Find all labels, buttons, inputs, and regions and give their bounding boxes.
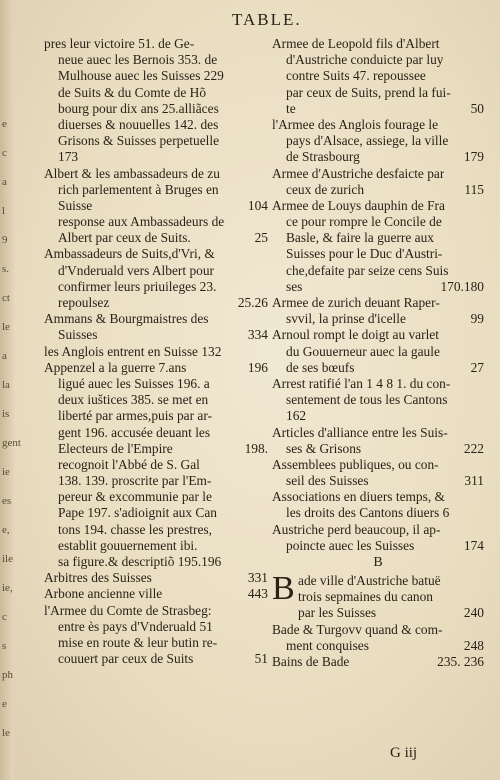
bleed-fragment: a (2, 176, 7, 188)
index-line-text: liberté par armes,puis par ar- (58, 408, 213, 424)
index-line (272, 654, 484, 670)
bleed-fragment: ph (2, 669, 13, 681)
index-line (272, 246, 484, 262)
index-line (272, 522, 484, 538)
index-line (44, 522, 268, 538)
index-line-text: rich parlementent à Bruges en (58, 181, 219, 197)
index-line-text: Articles d'alliance entre les Suis- (272, 424, 448, 440)
bleed-fragment: c (2, 147, 7, 159)
index-line-text: ment conquises (286, 637, 369, 653)
index-line-text: Armee de Louys dauphin de Fra (272, 197, 445, 213)
index-line (272, 85, 484, 101)
index-line-text: Suisse (58, 197, 93, 213)
index-line-text: Arbone ancienne ville (44, 586, 163, 602)
index-line-text: ligué auec les Suisses 196. a (58, 375, 210, 391)
index-line (272, 230, 484, 246)
index-line-text: svvil, la prinse d'icelle (286, 311, 406, 327)
index-line (44, 344, 268, 360)
index-entry (272, 295, 484, 327)
bleed-fragment: la (2, 379, 10, 391)
index-entry (44, 36, 268, 166)
index-line-text: Assemblees publiques, ou con- (272, 456, 439, 472)
index-line (272, 425, 484, 441)
index-line-text: recognoit l'Abbé de S. Gal (58, 456, 200, 472)
bleed-fragment: ct (2, 292, 10, 304)
page-reference: 179 (463, 149, 484, 165)
index-line-text: gent 196. accusée deuant les (58, 424, 211, 440)
index-line-text: Ammans & Bourgmaistres des (44, 311, 209, 327)
index-line-text: pereur & excommunie par le (58, 489, 212, 505)
index-line (44, 133, 268, 149)
index-line-text: deux iuštices 385. se met en (58, 392, 209, 408)
index-line-text: par ceux de Suits, prend la fui- (286, 84, 451, 100)
bleed-fragment: ie, (2, 582, 13, 594)
index-line (272, 263, 484, 279)
page-reference: 115 (464, 181, 484, 197)
index-line-text: Suisses (58, 327, 98, 343)
index-line-text: ce pour rompre le Concile de (286, 214, 442, 230)
index-line (272, 392, 484, 408)
index-line (44, 489, 268, 505)
page-reference: 222 (463, 440, 484, 456)
page-reference: 198. (244, 440, 268, 456)
index-line-text: Armee d'Austriche desfaicte par (272, 165, 445, 181)
index-line (272, 360, 484, 376)
page-reference: 331 (247, 570, 268, 586)
index-entry (272, 166, 484, 198)
index-line (44, 149, 268, 165)
index-line (44, 85, 268, 101)
index-line-text: l'Armee des Anglois fourage le (272, 116, 439, 132)
index-line (298, 589, 484, 605)
index-line (44, 505, 268, 521)
index-line-text: poincte auec les Suisses (286, 537, 415, 553)
index-line-text: pres leur victoire 51. de Ge- (44, 36, 195, 51)
index-line-text: ceux de zurich (286, 181, 365, 197)
index-line (44, 327, 268, 343)
page-reference: 104 (247, 197, 268, 213)
index-entry (272, 376, 484, 425)
index-line-text: neue auec les Bernois 353. de (58, 52, 218, 68)
index-column-left (44, 36, 268, 667)
index-line-text: Basle, & faire la guerre aux (286, 230, 434, 246)
index-entry (272, 522, 484, 554)
index-line (44, 376, 268, 392)
index-line-text: Albert & les ambassadeurs de zu (44, 165, 220, 181)
page-reference: 25 (254, 230, 268, 246)
index-line-text: confirmer leurs priuileges 23. (58, 278, 217, 294)
index-column-right (272, 36, 484, 670)
bleed-fragment: is (2, 408, 10, 420)
index-line-text: response aux Ambassadeurs de (58, 214, 225, 230)
page-reference: 311 (464, 473, 484, 489)
page-reference: 334 (247, 327, 268, 343)
index-line (44, 570, 268, 586)
index-entry (44, 603, 268, 668)
index-line-text: mise en route & leur butin re- (58, 634, 218, 650)
index-line-text: Suisses pour le Duc d'Austri- (286, 246, 443, 262)
bleed-fragment: e (2, 118, 7, 130)
index-entry (44, 166, 268, 247)
index-line-text: Electeurs de l'Empire (58, 440, 173, 456)
index-line (272, 36, 484, 52)
index-line-text: Armee de Leopold fils d'Albert (272, 36, 440, 51)
bleed-fragment: s (2, 640, 7, 652)
bleed-fragment: le (2, 321, 10, 333)
index-line-text: 162 (286, 408, 307, 424)
index-entry (44, 570, 268, 586)
page-reference: 51 (254, 651, 268, 667)
page-reference: 196 (247, 359, 268, 375)
index-line-text: 173 (58, 149, 79, 165)
index-line-text: les Anglois entrent en Suisse 132 (44, 343, 222, 359)
index-line-text: de ses bœufs (286, 359, 355, 375)
index-line-text: Arnoul rompt le doigt au varlet (272, 327, 439, 343)
index-line (272, 182, 484, 198)
index-entry (272, 425, 484, 457)
index-line (44, 603, 268, 619)
page-reference: 99 (470, 311, 484, 327)
index-line (272, 214, 484, 230)
index-line (44, 68, 268, 84)
index-line-text: d'Austriche conduicte par luy (286, 52, 444, 68)
index-line (272, 133, 484, 149)
bleed-fragment: ile (2, 553, 13, 565)
index-entry (272, 654, 484, 670)
page-reference: 25.26 (237, 295, 268, 310)
bleed-fragment: s. (2, 263, 10, 275)
index-line (44, 441, 268, 457)
index-entry (272, 489, 484, 521)
index-line (272, 344, 484, 360)
bleed-fragment: c (2, 611, 7, 623)
index-line-text: Bains de Bade (272, 653, 350, 669)
index-line (44, 538, 268, 554)
index-line-text: pays d'Alsace, assiege, la ville (286, 133, 449, 149)
index-line (44, 182, 268, 198)
index-line-text: d'Vnderuald vers Albert pour (58, 262, 214, 278)
index-line (44, 166, 268, 182)
index-line (298, 573, 484, 589)
index-line (272, 166, 484, 182)
index-line (272, 311, 484, 327)
index-line (272, 457, 484, 473)
index-line-text: les droits des Cantons diuers 6 (286, 505, 450, 521)
index-entry (44, 246, 268, 311)
index-line (44, 619, 268, 635)
index-entry (44, 586, 268, 602)
index-line (272, 622, 484, 638)
index-line (44, 311, 268, 327)
bleed-fragment: le (2, 727, 10, 739)
index-line (272, 376, 484, 392)
bleed-fragment: e (2, 698, 7, 710)
page-reference: 170.180 (440, 278, 484, 294)
index-line (272, 295, 484, 311)
index-line (272, 68, 484, 84)
index-line (44, 457, 268, 473)
index-entry (44, 311, 268, 343)
index-line-text: Appenzel a la guerre 7.ans (44, 359, 187, 375)
facing-page-bleed (0, 0, 21, 780)
bleed-fragment: ie (2, 466, 10, 478)
index-line-text: du Gouuerneur auec la gaule (286, 343, 440, 359)
index-line (44, 392, 268, 408)
index-line (272, 473, 484, 489)
index-line (44, 425, 268, 441)
index-line (272, 149, 484, 165)
index-line-text: te (286, 100, 296, 116)
index-line-text: tons 194. chasse les prestres, (58, 521, 212, 537)
running-title: TABLE. (232, 10, 302, 29)
index-line (272, 538, 484, 554)
page-reference: 443 (247, 586, 268, 602)
index-line (44, 408, 268, 424)
index-entry (44, 360, 268, 570)
page-reference: 50 (470, 100, 484, 116)
index-line (44, 360, 268, 376)
index-line (272, 441, 484, 457)
section-letter-b: B (373, 555, 383, 570)
index-line-text: Associations en diuers temps, & (272, 489, 445, 505)
index-line-text: couuert par ceux de Suits (58, 651, 194, 667)
index-line-text: bourg pour dix ans 25.alliãces (58, 100, 219, 116)
dropcap-entry (272, 570, 484, 622)
index-line-text: ade ville d'Austriche batuë (298, 573, 441, 588)
page-reference: 248 (463, 637, 484, 653)
index-line-text: Arbitres des Suisses (44, 570, 152, 586)
signature-mark: G iij (390, 745, 418, 761)
bleed-fragment: es (2, 495, 12, 507)
index-line-text: repoulsez (58, 295, 110, 310)
index-line (44, 473, 268, 489)
index-line (272, 327, 484, 343)
index-line (44, 554, 268, 570)
index-line-text: Ambassadeurs de Suits,d'Vri, & (44, 246, 215, 262)
index-line (44, 214, 268, 230)
index-line-text: Bade & Turgovv quand & com- (272, 621, 443, 637)
index-line (272, 489, 484, 505)
bleed-fragment: l (2, 205, 6, 217)
index-line-text: contre Suits 47. repoussee (286, 68, 426, 84)
index-line-text: Mulhouse auec les Suisses 229 (58, 68, 224, 84)
index-line-text: Armee de zurich deuant Raper- (272, 295, 440, 310)
index-line-text: de Suits & du Comte de Hõ (58, 84, 207, 100)
bleed-fragment: e, (2, 524, 10, 536)
index-line-text: ses & Grisons (286, 440, 362, 456)
index-entry (272, 622, 484, 654)
page-reference: 235. 236 (437, 653, 484, 669)
index-line-text: entre ès pays d'Vnderuald 51 (58, 618, 213, 634)
index-line (272, 198, 484, 214)
index-line-text: sa figure.& descriptiõ 195.196 (58, 554, 222, 569)
index-line-text: 138. 139. proscrite par l'Em- (58, 473, 212, 489)
bleed-fragment: gent (2, 437, 21, 449)
index-line (44, 52, 268, 68)
index-line-text: ses (286, 278, 303, 294)
bleed-fragment: a (2, 350, 7, 362)
index-line (44, 117, 268, 133)
index-line (44, 198, 268, 214)
index-line (44, 295, 268, 311)
index-line-text: de Strasbourg (286, 149, 360, 165)
index-line-text: sentement de tous les Cantons (286, 392, 448, 408)
index-line-text: diuerses & nouuelles 142. des (58, 116, 219, 132)
index-line (44, 279, 268, 295)
index-line-text: establit gouuernement ibi. (58, 537, 198, 553)
index-line (44, 651, 268, 667)
index-entry (272, 36, 484, 117)
index-line (272, 408, 484, 424)
dropcap-letter: B (272, 570, 295, 607)
page-reference: 240 (463, 605, 484, 621)
page-reference: 27 (470, 359, 484, 375)
page-reference: 174 (463, 537, 484, 553)
index-line-text: Austriche perd beaucoup, il ap- (272, 521, 441, 537)
bleed-fragment: 9 (2, 234, 8, 246)
index-line (44, 246, 268, 262)
index-entry (272, 117, 484, 166)
index-entry (272, 457, 484, 489)
index-line-text: Albert par ceux de Suits. (58, 230, 191, 246)
index-line-text: Pape 197. s'adioignit aux Can (58, 505, 217, 521)
page-header (0, 10, 500, 34)
index-line-text: Arrest ratifié l'an 1 4 8 1. du con- (272, 375, 451, 391)
index-line (44, 230, 268, 246)
index-line-text: trois sepmaines du canon (298, 589, 433, 605)
index-line-text: seil des Suisses (286, 473, 369, 489)
index-entry (272, 198, 484, 295)
index-line (272, 505, 484, 521)
index-line-text: che,defaite par seize cens Suis (286, 262, 449, 278)
index-line (272, 117, 484, 133)
index-line (44, 263, 268, 279)
index-line (272, 279, 484, 295)
index-line (272, 101, 484, 117)
index-line (272, 638, 484, 654)
index-line (298, 605, 484, 621)
index-line-text: par les Suisses (298, 605, 377, 621)
index-line (44, 36, 268, 52)
index-line (44, 586, 268, 602)
index-line (44, 101, 268, 117)
index-entry (272, 327, 484, 376)
index-line (272, 52, 484, 68)
index-line (44, 635, 268, 651)
index-line-text: Grisons & Suisses perpetuelle (58, 133, 220, 149)
index-entry (44, 344, 268, 360)
index-line-text: l'Armee du Comte de Strasbeg: (44, 602, 212, 618)
